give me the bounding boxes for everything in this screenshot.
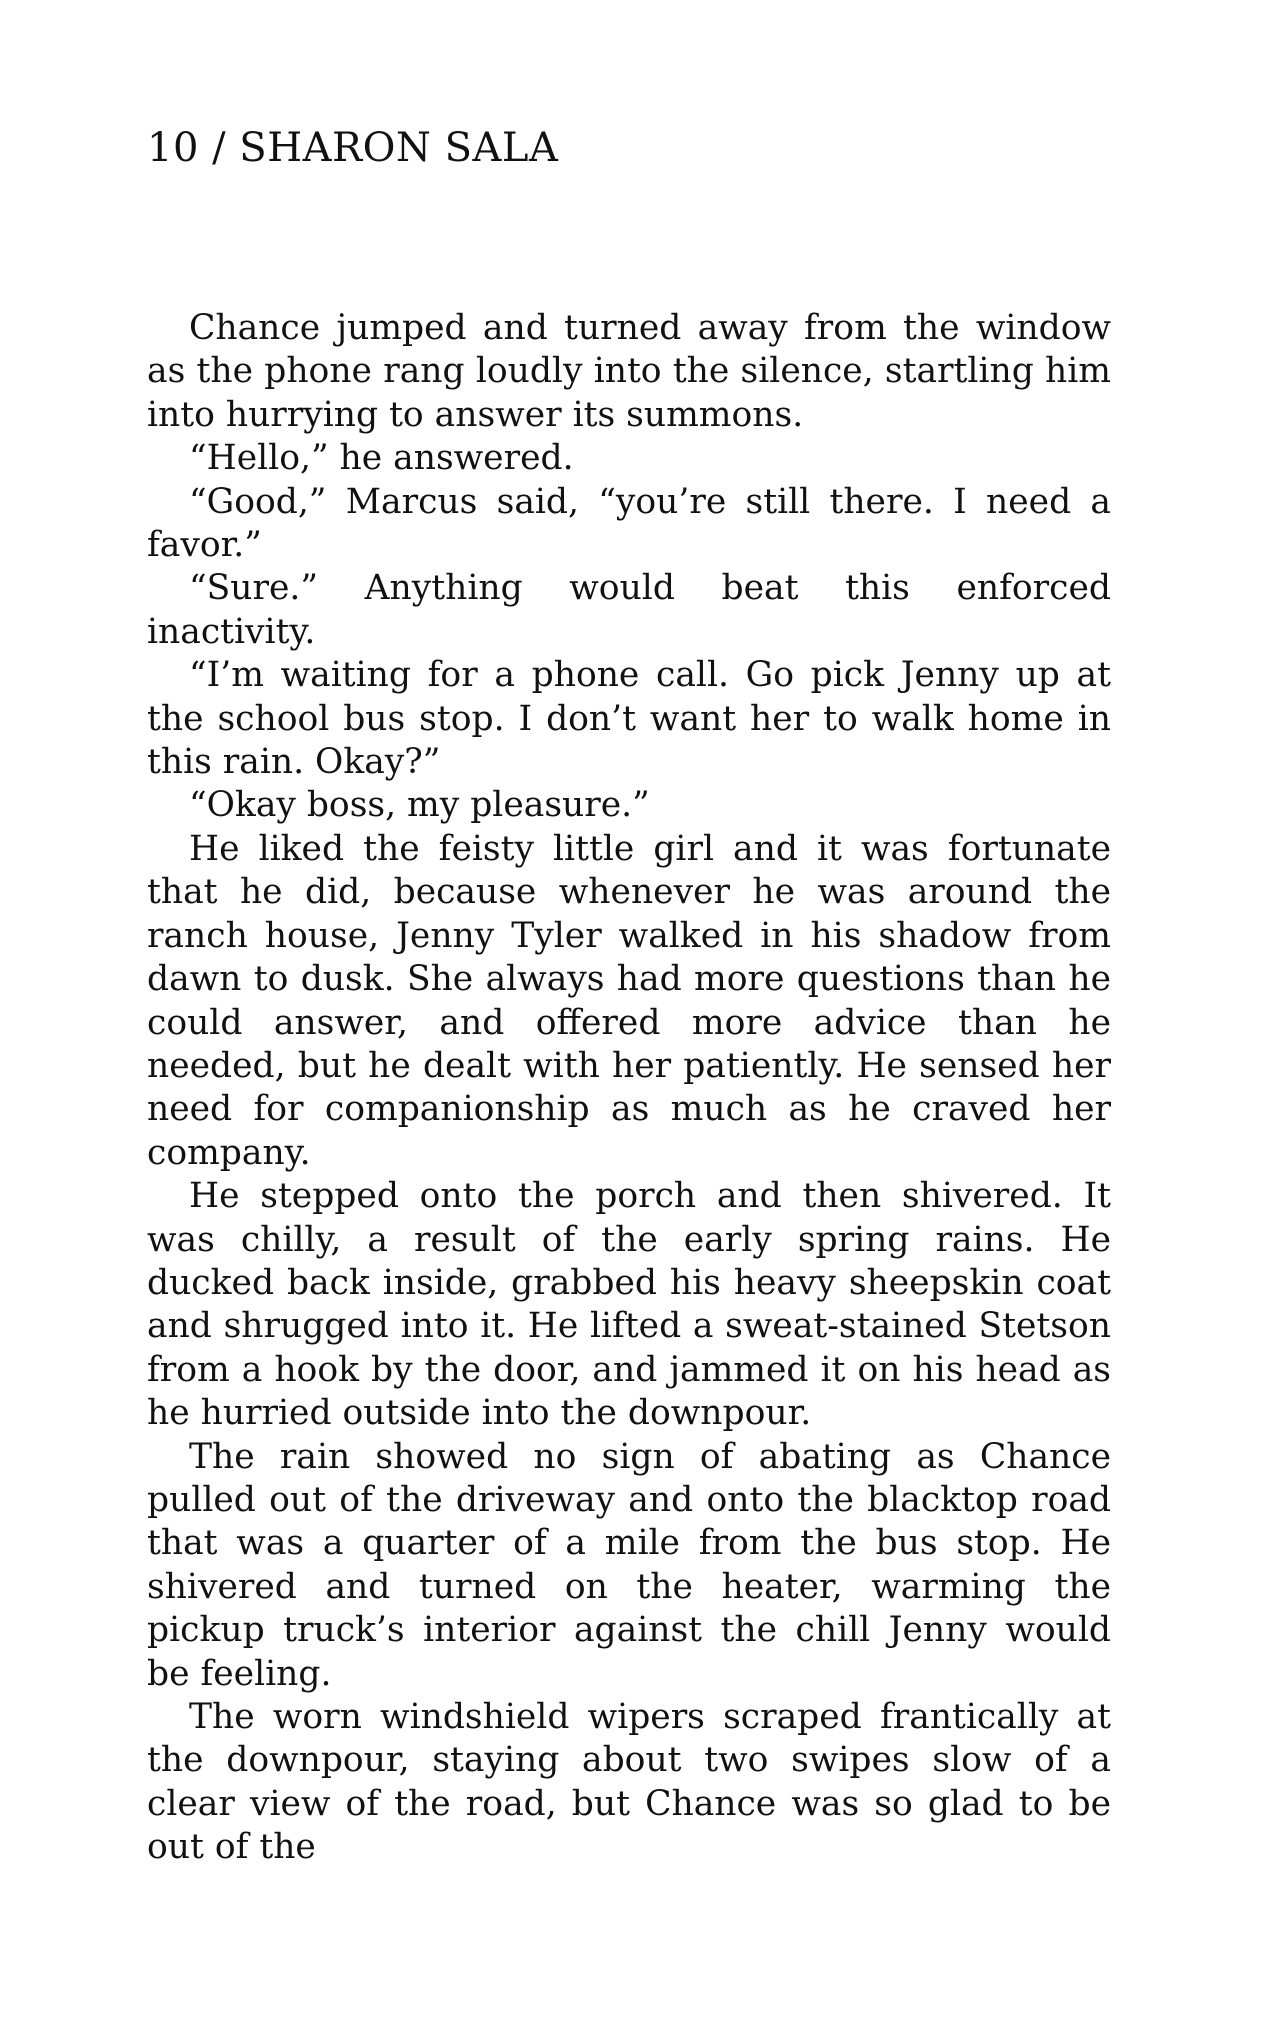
running-head: 10 / SHARON SALA (147, 125, 559, 171)
paragraph: “I’m waiting for a phone call. Go pick Jenny up at the school bus stop. I don’t want her to walk home in this rain. Okay?” (147, 655, 1111, 783)
paragraph: The worn windshield wipers scraped frantically at the downpour, staying about two swipes slow of a clear view of the road, but Chance was so glad to be out of the (147, 1697, 1111, 1868)
paragraph: The rain showed no sign of abating as Chance pulled out of the driveway and onto the blacktop road that was a quarter of a mile from the bus stop. He shivered and turned on the heater, warming the pickup truck’s interior against the chill Jenny would be feeling. (147, 1436, 1111, 1694)
paragraph: He stepped onto the porch and then shivered. It was chilly, a result of the early spring rains. He ducked back inside, grabbed his heavy sheepskin coat and shrugged into it. He lifted a sweat-stained Stetson from a hook by the door, and jammed it on his head as he hurried outside into the downpour. (147, 1176, 1111, 1434)
paragraph: He liked the feisty little girl and it was fortunate that he did, because whenever he was around the ranch house, Jenny Tyler walked in his shadow from dawn to dusk. She always had more questions than he could answer, and offered more advice than he needed, but he dealt with her patiently. He sensed her need for companionship as much as he craved her company. (147, 828, 1111, 1173)
paragraph: Chance jumped and turned away from the window as the phone rang loudly into the silence, startling him into hurrying to answer its summons. (147, 308, 1111, 435)
paragraph: “Good,” Marcus said, “you’re still there. I need a favor.” (147, 481, 1111, 566)
paragraph: “Sure.” Anything would beat this enforced inactivity. (147, 568, 1111, 652)
paragraph: “Hello,” he answered. (189, 438, 574, 479)
paragraph: “Okay boss, my pleasure.” (189, 785, 650, 826)
body-text (147, 307, 1111, 1870)
